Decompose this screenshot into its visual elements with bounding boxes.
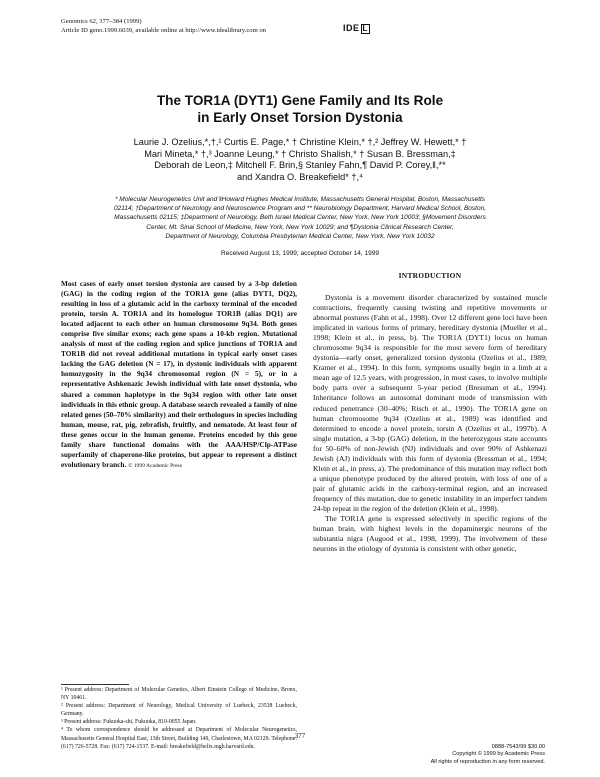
- affiliation-line: Department of Neurology, Columbia Presbyterian Medical Center, New York, New York 10032: [165, 232, 435, 240]
- copyright-block: [380, 744, 545, 766]
- footnote-3: ³ Present address: Fukuoka-shi, Fukuoka, 810-0055 Japan.: [61, 719, 197, 726]
- footnotes: [61, 686, 297, 751]
- logo-box: L: [362, 24, 368, 33]
- author-list: [60, 137, 540, 183]
- footnote-1: ¹ Present address: Department of Molecular Genetics, Albert Einstein College of Medicine, Bronx, NY 10461.: [61, 687, 297, 702]
- affiliation-line: Massachusetts 02115; ‡Department of Neurology, Beth Israel Medical Center, New York, New York 10003; §Movement Disorders: [114, 214, 486, 222]
- introduction-paragraph-1: Dystonia is a movement disorder characterized by sustained muscle contractions, frequently causing twisting and repetitive movements or abnormal postures (Fahn et al., 1998). Over 12 different gene loci have been implicated in various forms of primary, hereditary dystonia (Mueller et al., 1998; Klein et al., in press, b). The TOR1A (DYT1) locus on human chromosome 9q34 is responsible for the most severe form of hereditary dystonia—early onset, generalized torsion dystonia (Ozelius et al., 1989; Kramer et al., 1994). In this form, symptoms usually begin in a limb at a mean age of 12.5 years, with progression, in most cases, to involve multiple body parts over a subsequent 5-year period (Bressman et al., 1994). Inheritance follows an autosomal dominant mode of transmission with reduced penetrance (30–40%; Risch et al., 1990). The TOR1A gene on human chromosome 9q34 (Ozelius et al., 1989) was identified and determined to encode a novel protein, torsin A (Ozelius et al., 1997b). A single mutation, a 3-bp (GAG) deletion, in the heterozygous state accounts for 50–60% of non-Jewish (NJ) individuals and over 90% of Ashkenazi Jewish (AJ) individuals with this form of dystonia (Bressman et al., 1994; Klein et al., in press, a). The predominance of this mutation may reflect both a unique phenotype produced by the altered protein, with loss of one of a pair of glutamic acids in the carboxy-terminal region, and an increased frequency of this mutation, due to genetic instability in an imperfect tandem 24-bp repeat in the region of the deletion (Klein et al., 1998).: [313, 293, 547, 513]
- author-line: Deborah de Leon,‡ Mitchell F. Brin,§ Stanley Fahn,¶ David P. Corey,‖,**: [154, 160, 446, 171]
- abstract: [61, 279, 297, 471]
- introduction-body: [313, 293, 547, 554]
- footnote-divider: [61, 684, 129, 685]
- abstract-text: Most cases of early onset torsion dystonia are caused by a 3-bp deletion (GAG) in the coding region of the TOR1A gene (alias DYT1, DQ2), resulting in loss of a glutamic acid in the carboxy terminal of the encoded protein, torsin A. TOR1A and its homologue TOR1B (alias DQ1) are located adjacent to each other on human chromosome 9q34. Both genes comprise five similar exons; each gene spans a 10-kb region. Mutational analysis of most of the coding region and splice junctions of TOR1A and TOR1B did not reveal additional mutations in typical early onset cases lacking the GAG deletion (N = 17), in dystonic individuals with apparent homozygosity in the 9q34 chromosomal region (N = 5), or in a representative Ashkenazic Jewish individual with late onset dystonia, who shared a common haplotype in the 9q34 region with other late onset individuals in this ethnic group. A database search revealed a family of nine related genes (50–70% similarity) and their orthologues in species including human, mouse, rat, pig, zebrafish, fruitfly, and nematode. At least four of these genes occur in the human genome. Proteins encoded by this gene family share functional domains with the AAA/HSP/Clp-ATPase superfamily of chaperone-like proteins, but appear to represent a distinct evolutionary branch.: [61, 279, 297, 469]
- footnote-2: ² Present address: Department of Neurology, Medical University of Luebeck, 23538 Luebeck, Germany.: [61, 703, 297, 718]
- title-line-1: The TOR1A (DYT1) Gene Family and Its Role: [156, 93, 444, 108]
- introduction-paragraph-2: The TOR1A gene is expressed selectively in specific regions of the human brain, with highest levels in the dopaminergic neurons of the substantia nigra (Augood et al., 1998, 1999). The involvement of these neurons in the etiology of dystonia is consistent with other genetic,: [313, 514, 547, 554]
- affiliation-line: * Molecular Neurogenetics Unit and ‖Howard Hughes Medical Institute, Massachusetts General Hospital, Boston, Massachusetts: [114, 196, 486, 203]
- journal-header: [61, 18, 266, 35]
- author-line: Laurie J. Ozelius,*,†,¹ Curtis E. Page,* † Christine Klein,* †,² Jeffrey W. Hewett,* †: [133, 137, 467, 147]
- rights-line: All rights of reproduction in any form reserved.: [430, 758, 545, 765]
- affiliation-line: Center, Mt. Sinai School of Medicine, New York, New York 10029; and ¶Dystonia Clinical Research Center,: [146, 223, 454, 231]
- footnote-4: ⁴ To whom correspondence should be addressed at Department of Molecular Neurogenetics, Massachusetts General Hospital East, 13th Street, Building 149, Charlestown, MA 02129. Telephone: (617) 726-5728. Fax: (617) 724-1537. E-mail: breakefield@helix.mgh.harvard.edu.: [61, 727, 297, 750]
- ideal-logo: [343, 23, 370, 34]
- article-title: [0, 93, 600, 126]
- article-id-line: Article ID geno.1999.6039, available online at http://www.idealibrary.com on: [61, 26, 266, 34]
- received-dates: Received August 13, 1999; accepted October 14, 1999: [221, 250, 379, 257]
- affiliations: [58, 195, 542, 241]
- introduction-heading: INTRODUCTION: [398, 271, 462, 280]
- issn-price: 0888-7543/99 $30.00: [491, 744, 545, 750]
- abstract-copyright: © 1999 Academic Press: [128, 462, 182, 469]
- author-line: Mari Mineta,* †,³ Joanne Leung,* † Christo Shalish,* † Susan B. Bressman,‡: [144, 148, 456, 159]
- page-number: 377: [294, 733, 306, 740]
- logo-text: IDE: [343, 23, 360, 33]
- affiliation-line: 02114; †Department of Neurology and Neuroscience Program and ** Neurobiology Department, Harvard Medical School, Boston,: [113, 205, 487, 213]
- author-line: and Xandra O. Breakefield* †,⁴: [236, 171, 363, 182]
- copyright-line: Copyright © 1999 by Academic Press: [452, 751, 545, 758]
- title-line-2: in Early Onset Torsion Dystonia: [197, 109, 403, 125]
- journal-citation: Genomics 62, 377–384 (1999): [61, 18, 142, 25]
